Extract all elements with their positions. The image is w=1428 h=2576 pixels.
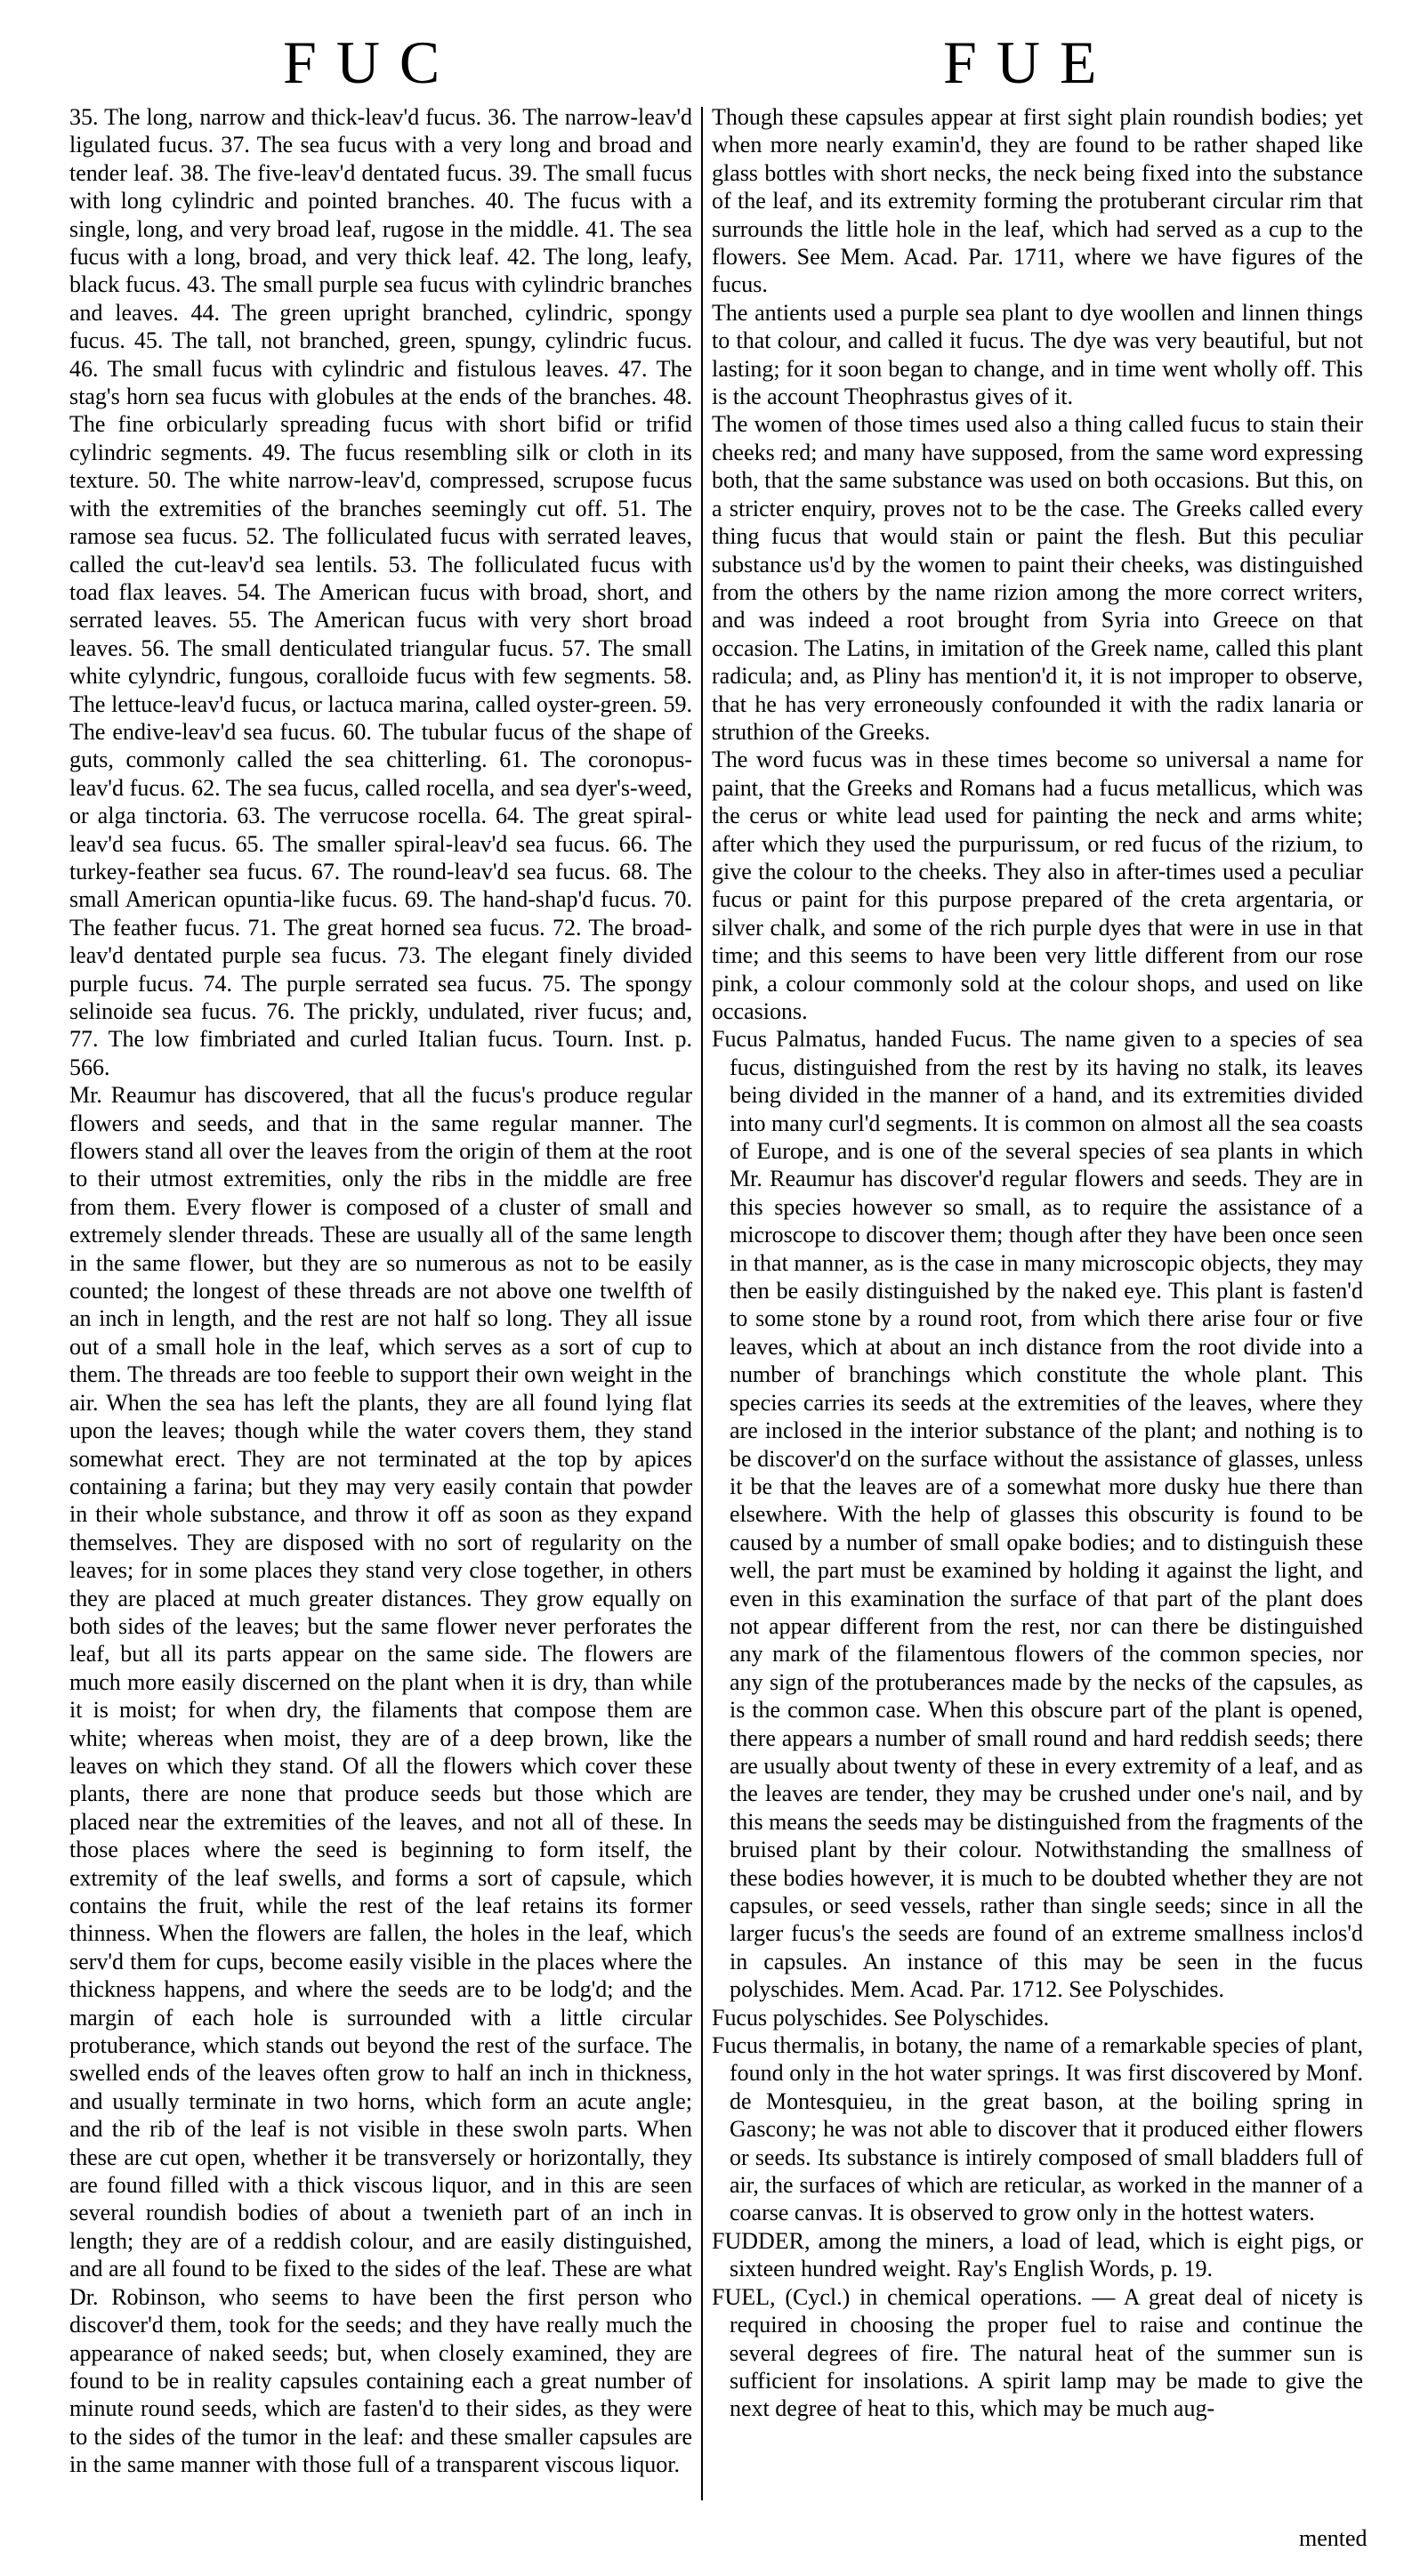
running-head-left: FUC (283, 28, 460, 96)
paragraph: 35. The long, narrow and thick-leav'd fucus. 36. The narrow-leav'd ligulated fucus. 37. The sea fucus with a very long and broad and tender leaf. 38. The five-leav'd dentated fucus. 39. The small fucus with long cylindric and pointed branches. 40. The fucus with a single, long, and very broad leaf, rugose in the middle. 41. The sea fucus with a long, broad, and very thick leaf. 42. The long, leafy, black fucus. 43. The small purple sea fucus with cylindric branches and leaves. 44. The green upright branched, cylindric, spongy fucus. 45. The tall, not branched, green, spungy, cylindric fucus. 46. The small fucus with cylindric and fistulous leaves. 47. The stag's horn sea fucus with globules at the ends of the branches. 48. The fine orbicularly spreading fucus with short bifid or trifid cylindric segments. 49. The fucus resembling silk or cloth in its texture. 50. The white narrow-leav'd, compressed, scrupose fucus with the extremities of the branches seemingly cut off. 51. The ramose sea fucus. 52. The folliculated fucus with serrated leaves, called the cut-leav'd sea lentils. 53. The folliculated fucus with toad flax leaves. 54. The American fucus with broad, short, and serrated leaves. 55. The American fucus with very short broad leaves. 56. The small denticulated triangular fucus. 57. The small white cylyndric, fungous, coralloide fucus with few segments. 58. The lettuce-leav'd fucus, or lactuca marina, called oyster-green. 59. The endive-leav'd sea fucus. 60. The tubular fucus of the shape of guts, commonly called the sea chitterling. 61. The coronopus-leav'd fucus. 62. The sea fucus, called rocella, and sea dyer's-weed, or alga tinctoria. 63. The verrucose rocella. 64. The great spiral-leav'd sea fucus. 65. The smaller spiral-leav'd sea fucus. 66. The turkey-feather sea fucus. 67. The round-leav'd sea fucus. 68. The small American opuntia-like fucus. 69. The hand-shap'd fucus. 70. The feather fucus. 71. The great horned sea fucus. 72. The broad-leav'd dentated purple sea fucus. 73. The elegant finely divided purple fucus. 74. The purple serrated sea fucus. 75. The spongy selinoide sea fucus. 76. The prickly, undulated, river fucus; and, 77. The low fimbriated and curled Italian fucus. Tourn. Inst. p. 566. (69, 104, 692, 1080)
right-column (712, 103, 1363, 2568)
column-rule (701, 107, 703, 2500)
entry-fuel: FUEL, (Cycl.) in chemical operations. — A great deal of nicety is required in choosing the proper fuel to raise and continue the several degrees of fire. The natural heat of the summer sun is sufficient for insolations. A spirit lamp may be made to give the next degree of heat to this, which may be much aug- (712, 2283, 1363, 2422)
paragraph: The antients used a purple sea plant to dye woollen and linnen things to that colour, and called it fucus. The dye was very beautiful, but not lasting; for it soon began to change, and in time went wholly off. This is the account Theophrastus gives of it. (712, 299, 1363, 410)
paragraph: Mr. Reaumur has discovered, that all the fucus's produce regular flowers and seeds, and that in the same regular manner. The flowers stand all over the leaves from the origin of them at the root to their utmost extremities, only the ribs in the middle are free from them. Every flower is composed of a cluster of small and extremely slender threads. These are usually all of the same length in the same flower, but they are so numerous as not to be easily counted; the longest of these threads are not above one twelfth of an inch in length, and the rest are not half so long. They all issue out of a small hole in the leaf, which serves as a sort of cup to them. The threads are too feeble to support their own weight in the air. When the sea has left the plants, they are all found lying flat upon the leaves; though while the water covers them, they stand somewhat erect. They are not terminated at the top by apices containing a farina; but they may very easily contain that powder in their whole substance, and throw it off as soon as they expand themselves. They are disposed with no sort of regularity on the leaves; for in some places they stand very close together, in others they are placed at much greater distances. They grow equally on both sides of the leaves; but the same flower never perforates the leaf, but all its parts appear on the same side. The flowers are much more easily discerned on the plant when it is dry, than while it is moist; for when dry, the filaments that compose them are white; whereas when moist, they are of a deep brown, like the leaves on which they stand. Of all the flowers which cover these plants, there are none that produce seeds but those which are placed near the extremities of the leaves, and not all of these. In those places where the seed is beginning to form itself, the extremity of the leaf swells, and forms a sort of capsule, which contains the fruit, while the rest of the leaf retains its former thinness. When the flowers are fallen, the holes in the leaf, which serv'd them for cups, become easily visible in the places where the thickness happens, and where the seeds are to be lodg'd; and the margin of each hole is surrounded with a little circular protuberance, which stands out beyond the rest of the surface. The swelled ends of the leaves often grow to half an inch in thickness, and usually terminate in two horns, which form an acute angle; and the rib of the leaf is not visible in these swoln parts. When these are cut open, whether it be transversely or horizontally, they are found filled with a thick viscous liquor, and in this are seen several roundish bodies of about a twenieth part of an inch in length; they are of a reddish colour, and are easily distinguished, and are all found to be fixed to the sides of the leaf. These are what Dr. Robinson, who seems to have been the first person who discover'd them, took for the seeds; and they have really much the appearance of naked seeds; but, when closely examined, they are found to be in reality capsules containing each a great number of minute round seeds, which are fasten'd to their sides, as they were to the sides of the tumor in the leaf: and these smaller capsules are in the same manner with those full of a transparent viscous liquor. (69, 1082, 692, 2478)
paragraph: The word fucus was in these times become so universal a name for paint, that the Greeks and Romans had a fucus metallicus, which was the cerus or white lead used for painting the neck and arms white; after which they used the purpurissum, or red fucus of the rizium, to give the colour to the cheeks. They also in after-times used a peculiar fucus or paint for this purpose prepared of the creta argentaria, or silver chalk, and some of the rich purple dyes that were in use in that time; and this seems to have been very little different from our rose pink, a colour commonly sold at the colour shops, and used on like occasions. (712, 747, 1363, 1024)
entry-fucus-palmatus: Fucus Palmatus, handed Fucus. The name given to a species of sea fucus, distinguished from the rest by its having no stalk, its leaves being divided in the manner of a hand, and its extremities divided into many curl'd segments. It is common on almost all the sea coasts of Europe, and is one of the several species of sea plants in which Mr. Reaumur has discover'd regular flowers and seeds. They are in this species however so small, as to require the assistance of a microscope to discover them; though after they have been once seen in that manner, as is the case in many microscopic objects, they may then be easily distinguished by the naked eye. This plant is fasten'd to some stone by a round root, from which there arise four or five leaves, which at about an inch distance from the root divide into a number of branchings which constitute the whole plant. This species carries its seeds at the extremities of the leaves, where they are inclosed in the interior substance of the plant; and nothing is to be discover'd on the surface without the assistance of glasses, unless it be that the leaves are of a somewhat more dusky hue there than elsewhere. With the help of glasses this obscurity is found to be caused by a number of small opake bodies; and to distinguish these well, the part must be examined by holding it against the light, and even in this examination the surface of that part of the plant does not appear different from the rest, nor can there be distinguished any mark of the filamentous flowers of the common species, nor any sign of the protuberances made by the necks of the capsules, as is the common case. When this obscure part of the plant is opened, there appears a number of small round and hard reddish seeds; there are usually about twenty of these in every extremity of a leaf, and as the leaves are tender, they may be crushed under one's nail, and by this means the seeds may be distinguished from the fragments of the bruised plant by their colour. Notwithstanding the smallness of these bodies however, it is much to be doubted whether they are not capsules, or seed vessels, rather than single seeds; since in all the larger fucus's the seeds are found of an extreme smallness inclos'd in capsules. An instance of this may be seen in the fucus polyschides. Mem. Acad. Par. 1712. See Polyschides. (712, 1026, 1363, 2003)
paragraph: The women of those times used also a thing called fucus to stain their cheeks red; and many have supposed, from the same word expressing both, that the same substance was used on both occasions. But this, on a stricter enquiry, proves not to be the case. The Greeks called every thing fucus that would stain or paint the flesh. But this peculiar substance us'd by the women to paint their cheeks, was distinguished from the others by the name rizion among the more correct writers, and was indeed a root brought from Syria into Greece on that occasion. The Latins, in imitation of the Greek name, called this plant radicula; and, as Pliny has mention'd it, it is not improper to observe, that he has very erroneously confounded it with the radix lanaria or struthion of the Greeks. (712, 411, 1363, 745)
catchword: mented (1299, 2525, 1367, 2551)
page-header (0, 0, 1428, 98)
entry-fucus-polyschides: Fucus polyschides. See Polyschides. (712, 2004, 1050, 2031)
entry-fucus-thermalis: Fucus thermalis, in botany, the name of a remarkable species of plant, found only in the hot water springs. It was first discovered by Monf. de Montesquieu, in the great bason, at the boiling spring in Gascony; he was not able to discover that it produced either flowers or seeds. Its substance is intirely composed of small bladders full of air, the surfaces of which are reticular, as worked in the manner of a coarse canvas. It is observed to grow only in the hottest waters. (712, 2032, 1363, 2226)
running-head-right: FUE (943, 28, 1117, 96)
entry-fudder: FUDDER, among the miners, a load of lead, which is eight pigs, or sixteen hundred weight. Ray's English Words, p. 19. (712, 2227, 1363, 2282)
paragraph: Though these capsules appear at first sight plain roundish bodies; yet when more nearly examin'd, they are found to be rather shaped like glass bottles with short necks, the neck being fixed into the substance of the leaf, and its extremity forming the protuberant circular rim that surrounds the little hole in the leaf, which had served as a cup to the flowers. See Mem. Acad. Par. 1711, where we have figures of the fucus. (712, 104, 1363, 298)
left-column (69, 103, 692, 2568)
